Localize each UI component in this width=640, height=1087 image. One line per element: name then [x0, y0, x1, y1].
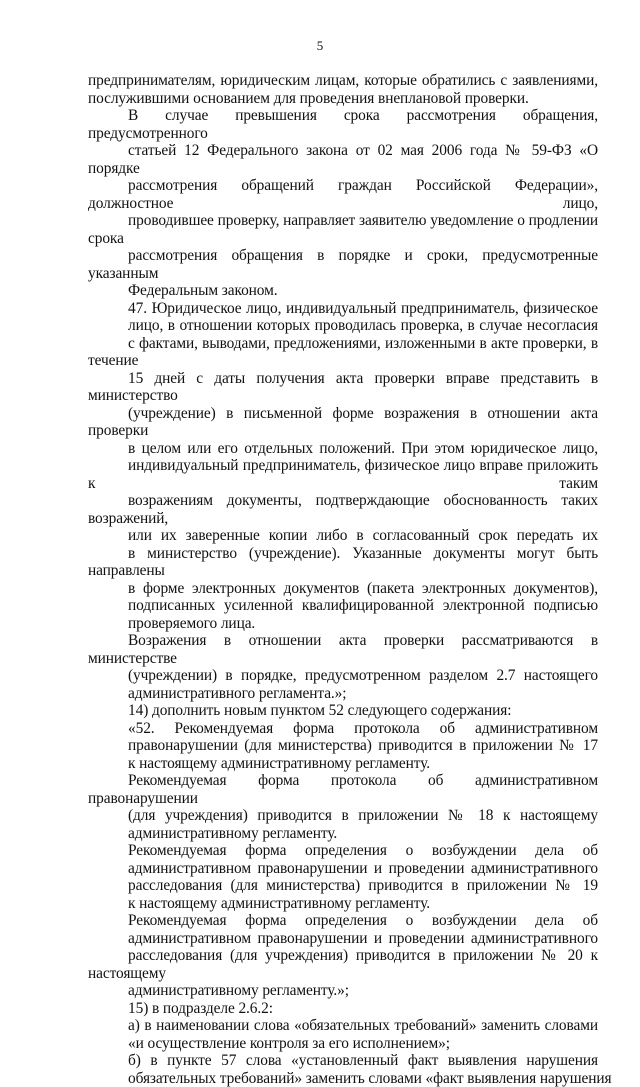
text-line: В случае превышения срока рассмотрения обращения, предусмотренного [88, 107, 598, 142]
text-line: (учреждении) в порядке, предусмотренном разделом 2.7 настоящего [88, 667, 598, 685]
paragraph [88, 1052, 598, 1087]
paragraph [88, 300, 598, 633]
paragraph [88, 1000, 598, 1018]
text-line: обязательных требований» заменить словами «факт выявления нарушения [88, 1070, 598, 1087]
text-line: (для учреждения) приводится в приложении № 18 к настоящему [88, 807, 598, 825]
text-line: административному регламенту. [88, 825, 598, 843]
text-line: правонарушении (для министерства) приводится в приложении № 17 [88, 737, 598, 755]
text-line: в министерство (учреждение). Указанные документы могут быть направлены [88, 545, 598, 580]
paragraph [88, 912, 598, 1000]
paragraph [88, 772, 598, 842]
text-line: проверяемого лица. [88, 615, 598, 633]
text-line: статьей 12 Федерального закона от 02 мая 2006 года № 59-ФЗ «О порядке [88, 142, 598, 177]
text-line: 14) дополнить новым пунктом 52 следующего содержания: [88, 702, 598, 720]
text-line: проводившее проверку, направляет заявителю уведомление о продлении срока [88, 212, 598, 247]
text-line: Федеральным законом. [88, 282, 598, 300]
text-line: б) в пункте 57 слова «установленный факт выявления нарушения [88, 1052, 598, 1070]
paragraph [88, 720, 598, 773]
text-line: с фактами, выводами, предложениями, изложенными в акте проверки, в течение [88, 335, 598, 370]
text-line: «52. Рекомендуемая форма протокола об административном [88, 720, 598, 738]
text-line: «и осуществление контроля за его исполнением»; [88, 1035, 598, 1053]
text-line: в целом или его отдельных положений. При этом юридическое лицо, [88, 440, 598, 458]
paragraph [88, 1017, 598, 1052]
text-line: индивидуальный предприниматель, физическое лицо вправе приложить к таким [88, 457, 598, 492]
paragraph [88, 107, 598, 300]
paragraph [88, 72, 598, 107]
text-line: в форме электронных документов (пакета электронных документов), [88, 580, 598, 598]
text-line: к настоящему административному регламенту. [88, 755, 598, 773]
text-line: рассмотрения обращений граждан Российской Федерации», должностное лицо, [88, 177, 598, 212]
text-line: административном правонарушении и проведении административного [88, 860, 598, 878]
text-line: Возражения в отношении акта проверки рассматриваются в министерстве [88, 632, 598, 667]
text-line: лицо, в отношении которых проводилась проверка, в случае несогласия [88, 317, 598, 335]
document-body [88, 72, 598, 1087]
text-line: Рекомендуемая форма определения о возбуждении дела об [88, 912, 598, 930]
text-line: 47. Юридическое лицо, индивидуальный предприниматель, физическое [88, 300, 598, 318]
text-line: расследования (для министерства) приводится в приложении № 19 [88, 877, 598, 895]
text-line: административном правонарушении и проведении административного [88, 930, 598, 948]
text-line: или их заверенные копии либо в согласованный срок передать их [88, 527, 598, 545]
paragraph [88, 702, 598, 720]
text-line: к настоящему административному регламенту. [88, 895, 598, 913]
text-line: предпринимателям, юридическим лицам, которые обратились с заявлениями, [88, 72, 598, 90]
text-line: расследования (для учреждения) приводится в приложении № 20 к настоящему [88, 947, 598, 982]
text-line: 15) в подразделе 2.6.2: [88, 1000, 598, 1018]
paragraph [88, 632, 598, 702]
text-line: послужившими основанием для проведения внеплановой проверки. [88, 90, 598, 108]
text-line: Рекомендуемая форма протокола об административном правонарушении [88, 772, 598, 807]
text-line: (учреждение) в письменной форме возражения в отношении акта проверки [88, 405, 598, 440]
paragraph [88, 842, 598, 912]
text-line: рассмотрения обращения в порядке и сроки, предусмотренные указанным [88, 247, 598, 282]
text-line: административному регламенту.»; [88, 982, 598, 1000]
text-line: возражениям документы, подтверждающие обоснованность таких возражений, [88, 492, 598, 527]
text-line: Рекомендуемая форма определения о возбуждении дела об [88, 842, 598, 860]
text-line: 15 дней с даты получения акта проверки вправе представить в министерство [88, 370, 598, 405]
text-line: а) в наименовании слова «обязательных требований» заменить словами [88, 1017, 598, 1035]
text-line: административного регламента.»; [88, 685, 598, 703]
text-line: подписанных усиленной квалифицированной электронной подписью [88, 597, 598, 615]
page-number: 5 [0, 38, 640, 54]
